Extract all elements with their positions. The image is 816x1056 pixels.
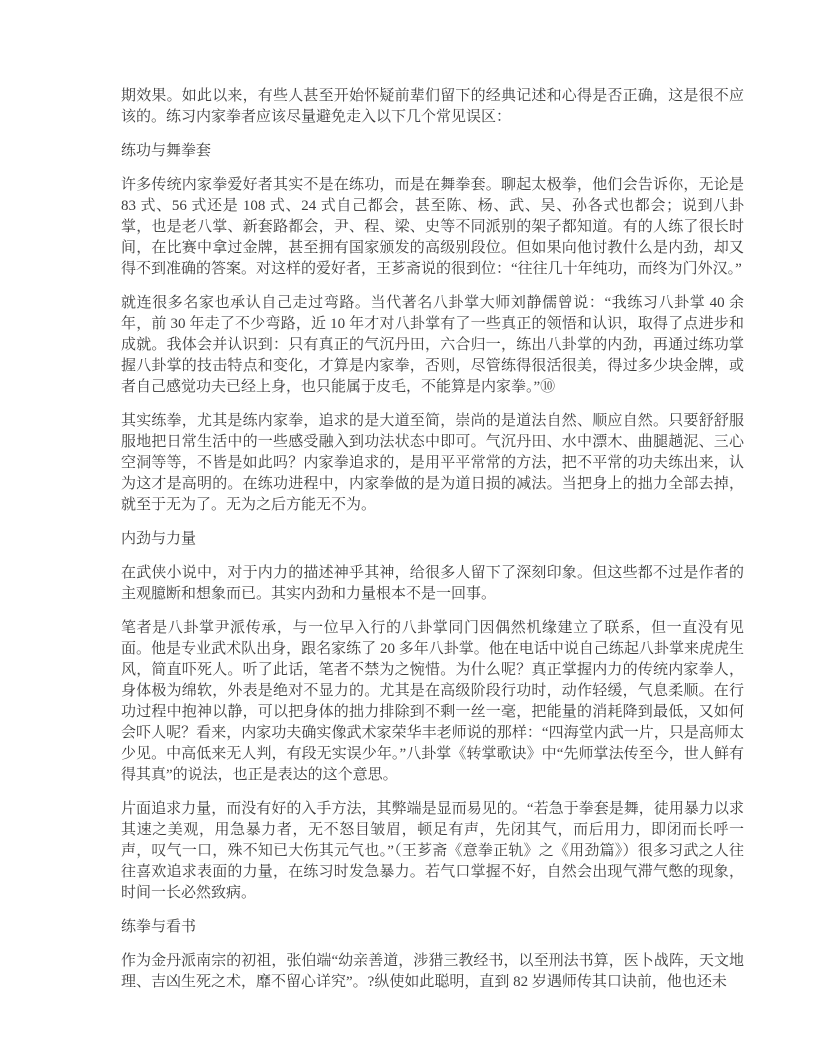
section-heading-inner-power-vs-strength: 内劲与力量 [121,531,197,547]
section-heading-practice-vs-forms: 练功与舞拳套 [121,143,212,159]
paragraph: 笔者是八卦掌尹派传承，与一位早入行的八卦掌同门因偶然机缘建立了联系，但一直没有见面。他是专业武术队出身，跟名家练了 20 多年八卦掌。他在电话中说自己练起八卦掌来虎虎生风，简直吓死人。听了此话，笔者不禁为之惋惜。为什么呢？真正掌握内力的传统内家拳人，身体极为绵软，外表是绝对不显力的。尤其是在高级阶段行功时，动作轻缓，气息柔顺。在行功过程中抱神以静，可以把身体的拙力排除到不剩一丝一毫，把能量的消耗降到最低，又如何会吓人呢？看来，内家功夫确实像武术家荣华丰老师说的那样：“四海堂内武一片，只是高师太少见。中高低来无人判，有段无实误少年。”八卦掌《转掌歌诀》中“先师掌法传至今，世人鲜有得其真”的说法，也正是表达的这个意思。 [121,620,744,783]
paragraph: 其实练拳，尤其是练内家拳，追求的是大道至简，崇尚的是道法自然、顺应自然。只要舒舒服服地把日常生活中的一些感受融入到功法状态中即可。气沉丹田、水中漂木、曲腿趟泥、三心空洞等等，不皆是如此吗？内家拳追求的，是用平平常常的方法，把不平常的功夫练出来，认为这才是高明的。在练功进程中，内家拳做的是为道日损的减法。当把身上的拙力全部去掉，就至于无为了。无为之后方能无不为。 [121,413,744,513]
paragraph: 作为金丹派南宗的初祖，张伯端“幼亲善道，涉猎三教经书，以至刑法书算，医卜战阵，天文地理、吉凶生死之术，靡不留心详究”。?纵使如此聪明，直到 82 岁遇师传其口诀前，他也还未 [121,953,744,990]
paragraph: 片面追求力量，而没有好的入手方法，其弊端是显而易见的。“若急于拳套是舞，徒用暴力以求其速之美观，用急暴力者，无不怒目皱眉，顿足有声，先闭其气，而后用力，即闭而长呼一声，叹气一口，殊不知已大伤其元气也。”（王芗斋《意拳正轨》之《用劲篇》）很多习武之人往往喜欢追求表面的力量，在练习时发急暴力。若气口掌握不好，自然会出现气滞气憋的现象，时间一长必然致病。 [121,801,744,901]
paragraph: 许多传统内家拳爱好者其实不是在练功，而是在舞拳套。聊起太极拳，他们会告诉你，无论是 83 式、56 式还是 108 式、24 式自己都会，甚至陈、杨、武、吴、孙各式也都会；说到八卦掌，也是老八掌、新套路都会，尹、程、梁、史等不同派别的架子都知道。有的人练了很长时间，在比赛中拿过金牌，甚至拥有国家颁发的高级别段位。但如果向他讨教什么是内劲，却又得不到准确的答案。对这样的爱好者，王芗斋说的很到位：“往往几十年纯功，而终为门外汉。” [121,177,744,277]
paragraph: 在武侠小说中，对于内力的描述神乎其神，给很多人留下了深刻印象。但这些都不过是作者的主观臆断和想象而已。其实内劲和力量根本不是一回事。 [121,565,744,602]
section-heading-practice-vs-reading: 练拳与看书 [121,919,197,935]
paragraph: 期效果。如此以来，有些人甚至开始怀疑前辈们留下的经典记述和心得是否正确，这是很不应该的。练习内家拳者应该尽量避免走入以下几个常见误区： [121,88,744,125]
paragraph: 就连很多名家也承认自己走过弯路。当代著名八卦掌大师刘静儒曾说：“我练习八卦掌 40 余年，前 30 年走了不少弯路，近 10 年才对八卦掌有了一些真正的领悟和认识，取得了点进步和成就。我体会并认识到：只有真正的气沉丹田，六合归一，练出八卦掌的内劲，再通过练功掌握八卦掌的技击特点和变化，才算是内家拳，否则，尽管练得很活很美，得过多少块金牌，或者自己感觉功夫已经上身，也只能属于皮毛，不能算是内家拳。”⑩ [121,295,744,395]
